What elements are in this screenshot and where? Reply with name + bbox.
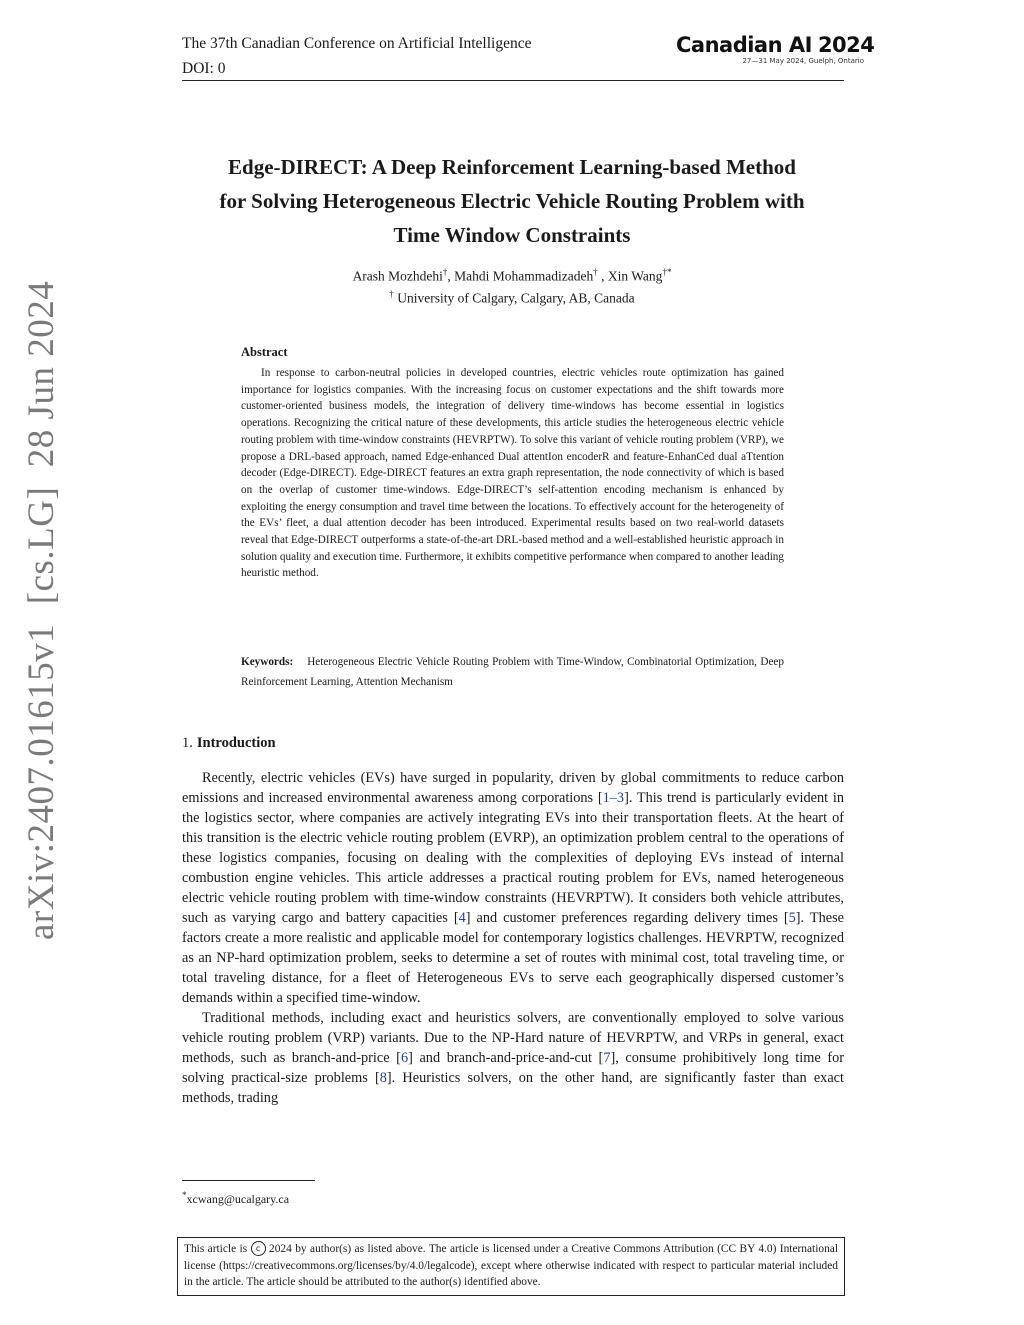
paragraph xyxy=(182,1008,844,1108)
license-text: 2024 by author(s) as listed above. The article is licensed under a Creative Commons Attribution (CC BY 4.0) International license (https://creativecommons.org/licenses/by/4.0/legalcode), except where otherwise indicated with respect to particular material included in the article. The article should be attributed to the author(s) identified above. xyxy=(184,1243,838,1288)
dagger-star-mark: †* xyxy=(662,267,672,277)
author-list: Arash Mozhdehi†, Mahdi Mohammadizadeh† , Xin Wang†* xyxy=(352,267,672,284)
introduction-body xyxy=(182,768,844,1108)
dagger-mark: † xyxy=(442,267,448,277)
copyright-icon: c xyxy=(251,1241,266,1256)
section-number: 1. xyxy=(182,735,193,751)
doi: DOI: 0 xyxy=(182,60,226,77)
arxiv-watermark: arXiv:2407.01615v1 [cs.LG] 28 Jun 2024 xyxy=(21,280,62,940)
dagger-mark: † xyxy=(389,289,394,299)
logo-text-right: 2024 xyxy=(817,33,875,57)
logo-text-left: Canadian AI xyxy=(676,33,812,57)
title-line: for Solving Heterogeneous Electric Vehicle Routing Problem with xyxy=(219,189,805,213)
license-box xyxy=(177,1237,845,1296)
conference-logo xyxy=(676,33,875,65)
citation-link[interactable]: 4 xyxy=(458,910,466,926)
title-line: Edge-DIRECT: A Deep Reinforcement Learning-based Method xyxy=(228,155,796,179)
text-run: ]. These factors create a more realistic and applicable model for contemporary logistics challenges. HEVRPTW, recognized as an NP-hard optimization problem, seeks to determine a set of routes with minimal cost, total traveling time, or total traveling distance, for a fleet of Heterogeneous EVs to serve each geographically dispersed customer’s demands within a specified time-window. xyxy=(182,910,844,1006)
footnote xyxy=(182,1190,289,1207)
citation-link[interactable]: 5 xyxy=(788,910,796,926)
footnote-rule xyxy=(182,1180,315,1181)
section-heading xyxy=(182,735,276,752)
keywords-label: Keywords: xyxy=(241,656,294,668)
text-run: ], consume prohibitively long time for solving practical-size problems [ xyxy=(182,1050,844,1086)
conference-name: The 37th Canadian Conference on Artificial Intelligence xyxy=(182,35,532,52)
abstract-heading: Abstract xyxy=(241,345,288,359)
citation-link[interactable]: 8 xyxy=(379,1070,387,1086)
logo-subtitle: 27—31 May 2024, Guelph, Ontario xyxy=(742,57,864,65)
affiliation-text: University of Calgary, Calgary, AB, Canada xyxy=(397,290,635,306)
section-title: Introduction xyxy=(196,735,276,751)
license-pre: This article is xyxy=(184,1243,248,1255)
text-run: Traditional methods, including exact and heuristics solvers, are conventionally employed to solve various vehicle routing problem (VRP) variants. Due to the NP-Hard nature of HEVRPTW, and VRPs in general, exact methods, such as branch-and-price [ xyxy=(182,1010,844,1066)
text-run: Recently, electric vehicles (EVs) have surged in popularity, driven by global commitments to reduce carbon emissions and increased environmental awareness among corporations [ xyxy=(182,770,844,806)
author-name: Arash Mozhdehi xyxy=(352,268,443,284)
citation-link[interactable]: 6 xyxy=(400,1050,409,1066)
keywords-text: Heterogeneous Electric Vehicle Routing Problem with Time-Window, Combinatorial Optimization, Deep Reinforcement Learning, Attention Mechanism xyxy=(241,656,784,688)
affiliation xyxy=(170,284,854,309)
title-line: Time Window Constraints xyxy=(393,223,631,247)
text-run: ]. This trend is particularly evident in the logistics sector, where companies are actively integrating EVs into their transportation fleets. At the heart of this transition is the electric vehicle routing problem (EVRP), an optimization problem central to the operations of these logistics companies, focusing on dealing with the complexities of deploying EVs instead of internal combustion engine vehicles. This article addresses a practical routing problem for EVs, named heterogeneous electric vehicle routing problem with time-window constraints (HEVRPTW). It considers both vehicle attributes, such as varying cargo and battery capacities [ xyxy=(182,790,844,926)
footnote-mark: * xyxy=(182,1190,187,1200)
page-header xyxy=(182,31,531,81)
paragraph xyxy=(182,768,844,1008)
text-run: ] and branch-and-price-and-cut [ xyxy=(408,1050,604,1066)
citation-link[interactable]: 1–3 xyxy=(602,790,625,806)
header-rule xyxy=(182,80,844,81)
keywords xyxy=(241,652,784,692)
author-name: Xin Wang xyxy=(607,268,663,284)
text-run: ]. Heuristics solvers, on the other hand, are significantly faster than exact methods, trading xyxy=(182,1070,844,1106)
abstract-body: In response to carbon-neutral policies in developed countries, electric vehicles route optimization has gained importance for logistics companies. With the increasing focus on customer expectations and the shift towards more customer-oriented business models, the integration of delivery time-windows has become essential in logistics operations. Recognizing the critical nature of these developments, this article studies the heterogeneous electric vehicle routing problem with time-window constraints (HEVRPTW). To solve this variant of vehicle routing problem (VRP), we propose a DRL-based approach, named Edge-enhanced Dual attentIon encoderR and feature-EnhanCed dual aTtention decoder (Edge-DIRECT). Edge-DIRECT features an extra graph representation, the node connectivity of which is based on the overlap of customer time-windows. Edge-DIRECT’s self-attention encoding mechanism is enhanced by exploiting the energy consumption and travel time between the locations. To effectively account for the heterogeneity of the EVs’ fleet, a dual attention decoder has been introduced. Experimental results based on two real-world datasets reveal that Edge-DIRECT outperforms a state-of-the-art DRL-based method and a well-established heuristic approach in solution quality and execution time. Furthermore, it exhibits competitive performance when compared to another leading heuristic method. xyxy=(241,367,784,580)
text-run: ] and customer preferences regarding delivery times [ xyxy=(465,910,789,926)
citation-link[interactable]: 7 xyxy=(603,1050,611,1066)
author-name: Mahdi Mohammadizadeh xyxy=(454,268,594,284)
footnote-email[interactable]: xcwang@ucalgary.ca xyxy=(186,1192,290,1206)
dagger-mark: † xyxy=(593,267,598,277)
paper-title xyxy=(170,150,854,252)
